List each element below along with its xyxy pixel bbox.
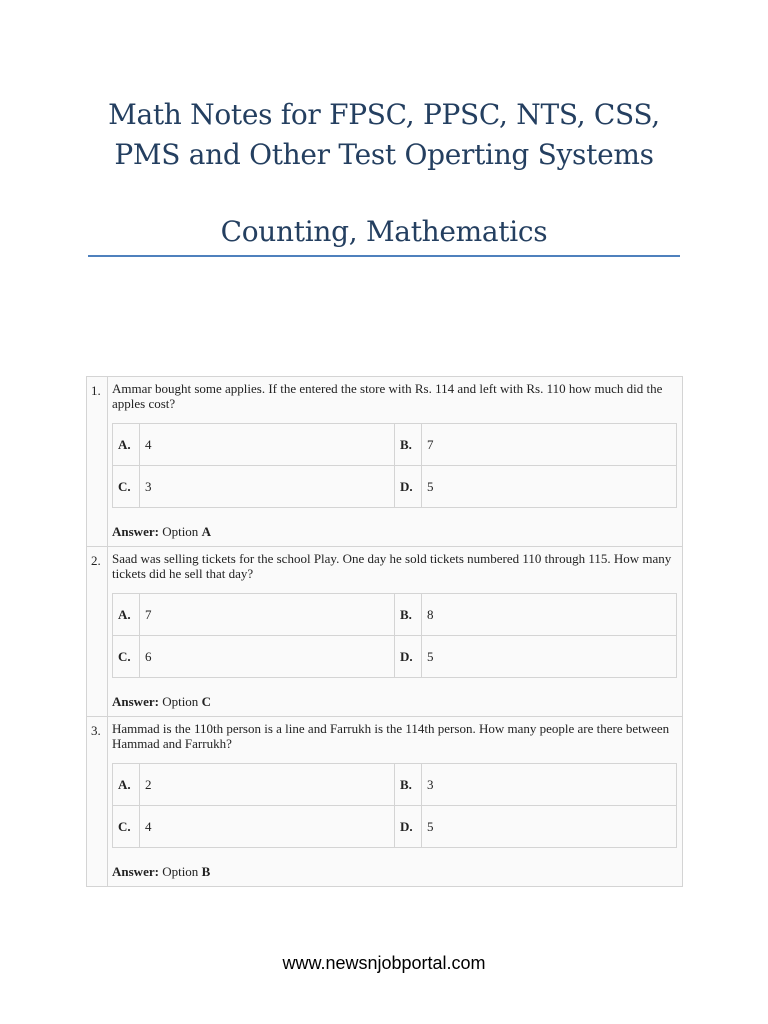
questions-table bbox=[86, 376, 683, 887]
option-letter-a: A. bbox=[113, 764, 140, 806]
options-table bbox=[112, 423, 677, 508]
title-underline bbox=[88, 255, 680, 257]
option-value-c: 6 bbox=[140, 636, 395, 678]
option-letter-b: B. bbox=[395, 424, 422, 466]
option-letter-c: C. bbox=[113, 636, 140, 678]
option-value-d: 5 bbox=[422, 806, 677, 848]
question-number: 1. bbox=[87, 377, 108, 547]
question-body bbox=[108, 547, 683, 717]
question-text: Ammar bought some applies. If the entered the store with Rs. 114 and left with Rs. 110 how much did the apples cost? bbox=[112, 381, 663, 411]
title-line-1: Math Notes for FPSC, PPSC, NTS, CSS, bbox=[108, 98, 660, 131]
options-table bbox=[112, 763, 677, 848]
answer-letter: A bbox=[201, 524, 211, 539]
option-letter-b: B. bbox=[395, 594, 422, 636]
title-line-2: PMS and Other Test Operting Systems bbox=[114, 138, 654, 171]
option-value-a: 7 bbox=[140, 594, 395, 636]
question-number: 3. bbox=[87, 717, 108, 887]
answer-label: Answer: bbox=[112, 864, 159, 879]
options-table bbox=[112, 593, 677, 678]
option-letter-d: D. bbox=[395, 636, 422, 678]
option-letter-c: C. bbox=[113, 466, 140, 508]
answer-line bbox=[112, 864, 677, 880]
option-letter-a: A. bbox=[113, 594, 140, 636]
question-body bbox=[108, 377, 683, 547]
answer-option-word: Option bbox=[162, 694, 199, 709]
subtitle: Counting, Mathematics bbox=[220, 215, 548, 248]
question-row bbox=[87, 377, 683, 547]
answer-letter: C bbox=[201, 694, 211, 709]
option-value-a: 4 bbox=[140, 424, 395, 466]
question-text: Hammad is the 110th person is a line and Farrukh is the 114th person. How many people are there between Hammad and Farrukh? bbox=[112, 721, 670, 751]
question-row bbox=[87, 717, 683, 887]
footer-url: www.newsnjobportal.com bbox=[282, 953, 486, 973]
answer-line bbox=[112, 694, 677, 710]
answer-option-word: Option bbox=[162, 524, 199, 539]
option-letter-c: C. bbox=[113, 806, 140, 848]
option-value-b: 3 bbox=[422, 764, 677, 806]
option-value-d: 5 bbox=[422, 466, 677, 508]
option-letter-d: D. bbox=[395, 806, 422, 848]
option-value-b: 7 bbox=[422, 424, 677, 466]
answer-label: Answer: bbox=[112, 524, 159, 539]
option-value-a: 2 bbox=[140, 764, 395, 806]
option-letter-a: A. bbox=[113, 424, 140, 466]
question-row bbox=[87, 547, 683, 717]
option-letter-b: B. bbox=[395, 764, 422, 806]
option-value-b: 8 bbox=[422, 594, 677, 636]
question-number: 2. bbox=[87, 547, 108, 717]
option-value-d: 5 bbox=[422, 636, 677, 678]
answer-label: Answer: bbox=[112, 694, 159, 709]
option-letter-d: D. bbox=[395, 466, 422, 508]
answer-line bbox=[112, 524, 677, 540]
answer-option-word: Option bbox=[162, 864, 199, 879]
answer-letter: B bbox=[201, 864, 211, 879]
question-text: Saad was selling tickets for the school Play. One day he sold tickets numbered 110 through 115. How many tickets did he sell that day? bbox=[112, 551, 672, 581]
question-body bbox=[108, 717, 683, 887]
document-title bbox=[0, 95, 768, 252]
option-value-c: 3 bbox=[140, 466, 395, 508]
option-value-c: 4 bbox=[140, 806, 395, 848]
